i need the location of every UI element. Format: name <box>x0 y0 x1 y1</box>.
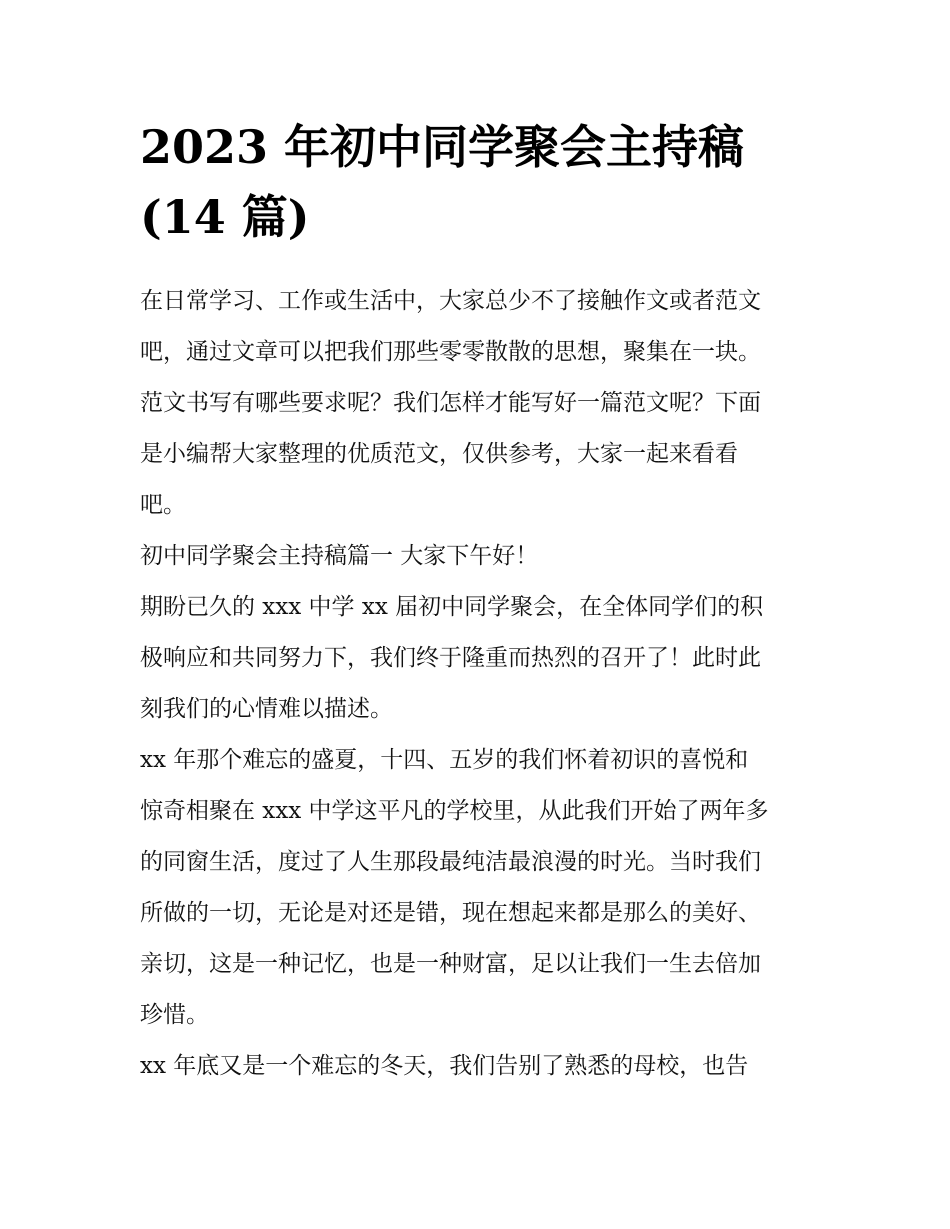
body-line: 是小编帮大家整理的优质范文，仅供参考，大家一起来看看 <box>140 441 738 467</box>
body-line: 在日常学习、工作或生活中，大家总少不了接触作文或者范文 <box>140 288 761 314</box>
title-line: 2023 年初中同学聚会主持稿 <box>140 120 745 174</box>
body-line: 初中同学聚会主持稿篇一 大家下午好！ <box>140 543 539 569</box>
document-body <box>140 276 830 1092</box>
body-line: 珍惜。 <box>140 1002 209 1028</box>
body-line: 期盼已久的 xxx 中学 xx 届初中同学聚会，在全体同学们的积 <box>140 594 764 620</box>
body-line: 极响应和共同努力下，我们终于隆重而热烈的召开了！此时此 <box>140 645 761 671</box>
body-line: xx 年底又是一个难忘的冬天，我们告别了熟悉的母校，也告 <box>140 1053 749 1079</box>
body-line: 范文书写有哪些要求呢？我们怎样才能写好一篇范文呢？下面 <box>140 390 761 416</box>
body-line: 刻我们的心情难以描述。 <box>140 696 393 722</box>
document-title <box>140 112 820 252</box>
body-line: 的同窗生活，度过了人生那段最纯洁最浪漫的时光。当时我们 <box>140 849 761 875</box>
body-line: 惊奇相聚在 xxx 中学这平凡的学校里，从此我们开始了两年多 <box>140 798 769 824</box>
title-line: (14 篇) <box>140 190 310 244</box>
body-line: 所做的一切，无论是对还是错，现在想起来都是那么的美好、 <box>140 900 761 926</box>
body-line: xx 年那个难忘的盛夏，十四、五岁的我们怀着初识的喜悦和 <box>140 747 749 773</box>
body-line: 亲切，这是一种记忆，也是一种财富，足以让我们一生去倍加 <box>140 951 761 977</box>
body-line: 吧，通过文章可以把我们那些零零散散的思想，聚集在一块。 <box>140 339 761 365</box>
body-line: 吧。 <box>140 492 186 518</box>
